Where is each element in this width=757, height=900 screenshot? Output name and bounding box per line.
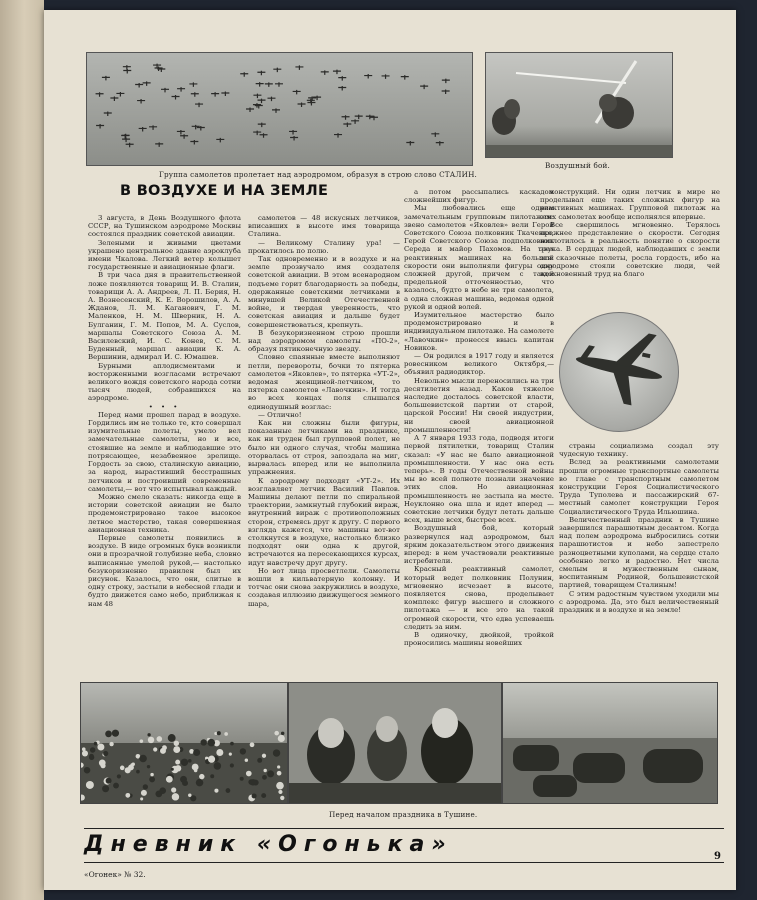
formation-plane-mark [307,101,315,106]
formation-plane-mark [442,79,450,84]
formation-plane-mark [143,81,151,86]
crowd-figure-mark [97,744,104,751]
formation-plane-mark [273,68,281,73]
crowd-figure-mark [193,749,200,756]
paragraph: — Великому Сталину ура! — прокатилось по полю. [248,238,400,255]
formation-plane-mark [257,71,265,76]
crowd-figure-mark [89,754,94,759]
formation-plane-mark [289,130,297,135]
formation-plane-mark [295,65,303,70]
formation-plane-mark [364,74,372,79]
paragraph: Словно спаянные вместе выполняют петли, перевороты, бочки то пятерка самолетов «Яковлев», то пятерка «УТ-2», ведомая женщиной-летчиком, то пятерка самолетов «Лавочкин». И тогда во всех концах поля слышался единодушный возглас: [248,353,400,411]
paragraph: Но вот лица просветлели. Самолеты вошли в кильватерную колонну. И тотчас они снова закружились в воздухе, создавая иллюзию движущегося земного шара, [248,566,400,608]
air-fight-photo [485,52,673,158]
formation-plane-mark [246,108,254,113]
formation-plane-mark [189,82,197,87]
crowd-figure-mark [120,766,125,771]
tushino-photo-strip [80,682,716,802]
formation-plane-mark [343,122,351,127]
article-column-1 [88,214,241,680]
crowd-figure-mark [252,793,257,798]
formation-plane-mark [351,119,359,124]
paragraph: 3 августа, в День Воздушного флота СССР, на Тушинском аэродроме Москвы состоялся праздник советской авиации. [88,214,241,239]
paragraph: К аэродрому подходят «УТ-2». Их возглавляет летчик Василий Павлов. Машины делают петли по спиральной траектории, замкнутый глубокий вираж, внутренний вираж с противоположных сторон, стремясь друг к другу. С первого взгляда кажется, что машины вот-вот столкнутся в воздухе, настолько близко подходят они одна к другой, встречаются на пересекающихся курсах, идут навстречу друг другу. [248,476,400,567]
parked-cars-image [503,683,717,803]
formation-plane-mark [442,89,450,94]
formation-plane-mark [436,141,444,146]
crowd-figure-mark [102,785,109,792]
crowd-figure-mark [246,771,252,777]
crowd-figure-mark [136,770,140,774]
formation-plane-mark [155,142,163,147]
formation-plane-mark [137,99,145,104]
crowd-figure-mark [117,774,121,778]
crowd-figure-mark [159,787,166,794]
formation-caption: Группа самолетов пролетает над аэродромом, образуя в строю слово СТАЛИН. [159,170,478,179]
crowd-figure-mark [148,737,154,743]
footer-rule-bottom [84,862,724,863]
paragraph: В безукоризненном строю прошли над аэродромом самолеты «ПО-2», образуя пятиконечную звезду. [248,328,400,354]
crowd-figure-mark [250,779,256,785]
formation-plane-mark [96,124,104,128]
formation-plane-mark [211,92,219,97]
crowd-figure-mark [103,751,108,756]
paragraph: — Он родился в 1917 году и является ровесником великого Октября,— объявил радиодиктор. [404,352,554,377]
crowd-figure-mark [210,774,214,778]
airplane-roundel-photo [559,312,679,432]
crowd-figure-mark [257,758,262,763]
crowd-figure-mark [147,733,150,736]
formation-plane-mark [149,125,157,129]
formation-plane-mark [116,92,124,97]
paragraph: страны социализма создал эту чудесную технику. [559,442,719,459]
formation-plane-mark [180,134,188,139]
formation-plane-mark [216,138,224,143]
formation-plane-mark [256,82,264,87]
formation-plane-mark [123,69,131,74]
crowd-figure-mark [99,760,106,767]
crowd-figure-mark [263,769,266,772]
formation-plane-mark [338,86,346,91]
crowd-figure-mark [214,762,222,770]
crowd-figure-mark [109,742,113,746]
formation-plane-mark [406,141,414,146]
paragraph: Так одновременно и в воздухе и на земле прозвучало имя создателя советской авиации. В этом всенародном подъеме горит благодарность за победы, одержанные советскими летчиками в минувшей Великой Отечественной войне, и твердая уверенность, что советская авиация и дальше будет совершенствоваться, крепнуть. [248,255,400,329]
crowd-figure-mark [82,750,88,756]
crowd-figure-mark [140,739,144,743]
crowd-figure-mark [150,773,153,776]
article-headline: В ВОЗДУХЕ И НА ЗЕМЛЕ [120,183,329,199]
aircraft-formation-image [87,53,472,165]
crowd-figure-mark [168,734,176,742]
air-fight-image [486,53,672,157]
formation-plane-mark [382,74,390,79]
crowd-figure-mark [112,730,119,737]
crowd-figure-mark [175,765,181,771]
paragraph: Величественный праздник в Тушине завершился парашютным десантом. Когда над полем аэродрома выбросились сотни парашютистов и небо запестрело разноцветными куполами, на сердце стало особенно легко и радостно. Нет числа смелым и мужественным сынам, воспитанным Родиной, большевистской партией, товарищем Сталиным! [559,515,719,590]
formation-plane-mark [342,115,350,120]
footer-rule-top [84,828,724,829]
crowd-figure-mark [214,789,218,793]
crowd-figure-mark [276,782,284,790]
paragraph: Первые самолеты появились в воздухе. В виде огромных букв возникли они в прозрачной голубизне неба, словно выписанные умелой рукой,— настолько безукоризненно правилен был их рисунок. Казалось, что они, слитые в одну строку, застыли в небесной глади и будто движется само небо, приближая к нам 48 [88,533,241,608]
crowd-figure-mark [106,778,112,784]
crowd-figure-mark [125,767,131,773]
paragraph: конструкций. Ни один летчик в мире не проделывал еще таких сложных фигур на реактивных машинах. Групповой пилотаж на этих самолетах вообще исполнялся впервые. [540,188,720,221]
formation-plane-mark [258,123,266,128]
crowd-figure-mark [141,790,147,796]
crowd-figure-mark [240,748,246,754]
formation-plane-mark [338,76,346,81]
crowd-figure-mark [130,763,133,766]
paragraph: — Отлично! [258,410,302,419]
crowd-figure-mark [94,742,97,745]
formation-plane-mark [275,82,283,87]
parked-cars-photo [502,682,718,804]
paragraph: С этим радостным чувством уходили мы с аэродрома. Да, это был величественный праздник и в воздухе и на земле! [559,589,719,615]
formation-plane-mark [253,94,261,99]
bomber-aircraft-image [560,313,678,431]
formation-plane-mark [290,136,298,141]
paragraph: Можно смело сказать: никогда еще в истории советской авиации не было продемонстрировано такое высокое летное мастерство, такая совершенная авиационная техника. [88,492,241,534]
crowd-figure-mark [125,793,130,798]
formation-plane-mark [135,83,143,88]
paragraph: Вслед за реактивными самолетами прошли огромные транспортные самолеты во главе с транспортным самолетом конструкции Героя Социалистического Труда Туполева и пассажирский 67-местный самолет конструкции Героя Социалистического Труда Ильюшина. [559,458,719,516]
crowd-photo [80,682,288,804]
section-title: Дневник «Огонька» [84,832,453,857]
formation-plane-mark [298,102,306,107]
crowd-figure-mark [261,793,266,798]
paragraph: Зелеными и живыми цветами украшено центральное здание аэроклуба имени Чкалова. Легкий ветер колышет государственные и авиационные флаги. [88,238,241,272]
spectators-image [289,683,501,803]
formation-plane-mark [121,134,129,139]
crowd-figure-mark [274,731,279,736]
crowd-figure-mark [224,732,228,736]
crowd-figure-mark [280,796,284,800]
crowd-figure-mark [208,739,216,747]
crowd-figure-mark [192,764,199,771]
crowd-figure-mark [171,768,174,771]
crowd-figure-mark [277,771,282,776]
paragraph: Невольно мысли переносились на три десятилетия назад. Каков тяжелое наследие досталось советской власти, большевистской партии от старой, царской России! Ни своей индустрии, ни своей авиационной промышленности! [404,376,554,434]
formation-plane-mark [431,132,439,137]
magazine-page [44,10,736,890]
crowd-figure-mark [188,794,191,797]
crowd-figure-mark [199,774,204,779]
formation-photo [86,52,473,166]
article-column-2 [248,214,400,680]
paragraph: В одиночку, двойкой, тройкой проносились машины новейших [404,630,554,648]
paragraph: А 7 января 1933 года, подводя итоги первой пятилетки, товарищ Сталин сказал: «У нас не было авиационной промышленности. У нас она есть теперь». В годы Отечественной войны мы во всей полноте познали значение этих слов. Но авиационная промышленность не застыла на месте. Неуклонно она шла и идет вперед — советские летчики будут летать дальше всех, выше всех, быстрее всех. [404,434,554,525]
crowd-figure-mark [217,731,221,735]
paragraph: Красный реактивный самолет, который ведет полковник Полунин, мгновенно исчезает в высоте, появляется снова, проделывает комплекс фигур высшего и сложного пилотажа — и все это на такой огромной скорости, что едва успеваешь следить за ним. [404,565,554,631]
crowd-figure-mark [181,759,188,766]
formation-plane-mark [293,90,301,95]
crowd-figure-mark [188,759,192,763]
formation-plane-mark [321,70,329,75]
crowd-figure-mark [175,760,180,765]
formation-plane-mark [258,99,266,104]
crowd-figure-mark [245,758,248,761]
crowd-figure-mark [262,754,266,758]
formation-plane-mark [172,95,180,100]
formation-plane-mark [190,140,198,145]
crowd-figure-mark [230,742,234,746]
crowd-figure-mark [143,784,148,789]
crowd-figure-mark [153,747,157,751]
crowd-figure-mark [226,788,231,793]
crowd-figure-mark [140,797,143,800]
crowd-figure-mark [171,787,176,792]
crowd-figure-mark [216,749,223,756]
crowd-figure-mark [229,753,232,756]
crowd-image [81,683,287,803]
formation-plane-mark [265,82,273,87]
paragraph: Все свершилось мгновенно. Терялось прежнее представление о скорости. Сегодня воплотилось в реальность понятие о скорости звука. В сердцах людей, наблюдавших с земли эти сказочные полеты, росла гордость, ибо на аэродроме стояли советские люди, чей вдохновенный труд на благо [540,220,720,279]
crowd-figure-mark [84,767,91,774]
formation-plane-mark [102,76,110,81]
formation-plane-mark [221,92,229,97]
crowd-figure-mark [172,793,179,800]
crowd-figure-mark [160,748,166,754]
crowd-figure-mark [278,790,282,794]
formation-plane-mark [126,143,134,148]
formation-plane-mark [177,130,185,135]
crowd-figure-mark [82,747,86,751]
crowd-figure-mark [278,735,285,742]
formation-plane-mark [139,127,147,131]
crowd-figure-mark [174,741,179,746]
formation-plane-mark [122,138,130,143]
crowd-figure-mark [173,746,180,753]
crowd-figure-mark [262,775,267,780]
crowd-figure-mark [230,763,234,767]
formation-plane-mark [272,108,280,113]
article-column-4-bottom [559,442,719,692]
crowd-figure-mark [182,780,188,786]
crowd-figure-mark [273,749,280,756]
formation-plane-mark [334,133,342,138]
crowd-figure-mark [113,783,119,789]
crowd-figure-mark [166,776,173,783]
paragraph: Как ни сложны были фигуры, показанные летчиками на празднике, как ни труден был групповой полет, не было ни одного случая, чтобы машина оторвалась от строя, запоздала на миг, вырвалась вперед или не выполнила упражнения. [248,419,400,477]
tushino-caption: Перед началом праздника в Тушине. [329,810,478,819]
formation-plane-mark [267,97,275,102]
formation-plane-mark [420,85,428,90]
magazine-spine [0,0,44,900]
formation-plane-mark [355,115,363,120]
paragraph: Изумительное мастерство было продемонстрировано и в индивидуальном пилотаже. На самолете «Лавочкин» пронесся ввысь капитан Новиков. [404,311,554,352]
formation-plane-mark [191,92,199,97]
crowd-figure-mark [240,777,244,781]
spectators-photo [288,682,502,804]
paragraph: Воздушный бой, который развернулся над аэродромом, был ярким доказательством этого движения вперед: в нем участвовали реактивные истребители. [404,524,554,566]
crowd-figure-mark [157,736,163,742]
formation-plane-mark [401,75,409,80]
formation-plane-mark [240,72,248,77]
crowd-figure-mark [90,747,95,752]
section-divider: • • • [148,402,181,411]
formation-plane-mark [195,103,203,108]
formation-plane-mark [260,133,268,138]
formation-plane-mark [177,87,185,92]
paragraph: В три часа дня в правительственной ложе появляются товарищ И. В. Сталин, товарищи А. А. Андреев, Л. П. Берия, Н. А. Вознесенский, К. Е. Ворошилов, А. А. Жданов, Л. М. Каганович, Г. М. Маленков, Н. М. Шверник, Н. А. Булганин, Г. М. Попов, М. А. Суслов, маршалы Советского Союза А. М. Василевский, И. С. Конев, С. М. Буденный, маршал авиации К. А. Вершинин, адмирал И. С. Юмашев. [88,271,241,362]
paragraph: самолетов — 48 искусных летчиков, вписавших в высоте имя товарища Сталина. [248,214,400,239]
crowd-figure-mark [281,732,284,735]
crowd-figure-mark [147,765,150,768]
crowd-figure-mark [149,777,155,783]
formation-plane-mark [104,112,112,117]
page-number: 9 [714,851,721,862]
air-fight-caption: Воздушный бой. [545,161,610,170]
paragraph: а потом рассыпались каскадом сложнейших фигур. [404,188,554,205]
crowd-figure-mark [267,770,274,777]
formation-plane-mark [110,96,118,101]
paragraph: Бурными аплодисментами и восторженными возгласами встречают великого вождя советского народа сотни тысяч людей, собравшихся на аэродроме. [88,361,241,403]
crowd-figure-mark [86,781,94,789]
paragraph: Перед нами прошел парад в воздухе. Гордились им не только те, кто совершал изумительные полеты, умело вел замечательные самолеты, но и все, стоявшие на земле и наблюдавшие это потрясающее, незабвенное зрелище. Гордость за свою, сталинскую авиацию, за народ, вырастивший бесстрашных летчиков и построивший современные самолеты,— вот что испытывал каждый. [88,410,241,493]
crowd-figure-mark [250,742,255,747]
article-column-3 [404,188,554,680]
crowd-figure-mark [200,739,206,745]
paragraph: Мы любовались еще одним замечательным групповым пилотажем: звено самолетов «Яковлев» вели Герой Советского Союза полковник Ткаченко, Герой Советского Союза подполковник Середа и майор Пахомов. На трех реактивных машинах на большой скорости они выполняли фигуры одну сложней другой, причем с такой предельной отточенностью, что казалось, будто в небе не три самолета, а одна сложная машина, ведомая одной рукой и одной волей. [404,204,554,311]
formation-plane-mark [96,92,104,97]
crowd-figure-mark [105,730,112,737]
issue-label: «Огонек» № 32. [84,870,146,879]
crowd-figure-mark [196,779,204,787]
crowd-figure-mark [139,755,147,763]
formation-plane-mark [161,88,169,93]
formation-plane-mark [333,70,341,75]
crowd-figure-mark [277,765,280,768]
crowd-figure-mark [208,756,215,763]
